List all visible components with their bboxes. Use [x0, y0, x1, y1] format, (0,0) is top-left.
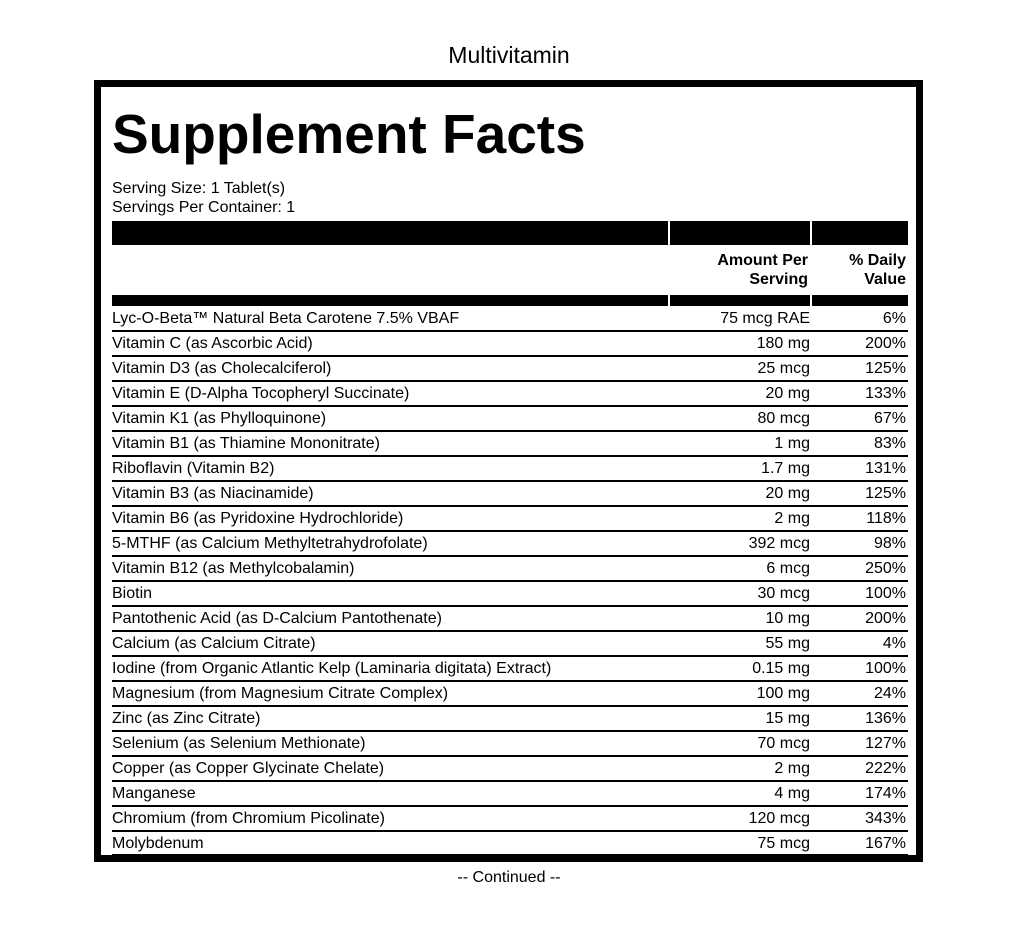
- nutrient-daily-value: 250%: [865, 560, 906, 577]
- nutrient-amount: 55 mg: [765, 635, 810, 652]
- nutrient-name: Vitamin C (as Ascorbic Acid): [112, 335, 313, 352]
- nutrient-name: Lyc-O-Beta™ Natural Beta Carotene 7.5% VBAF: [112, 310, 460, 327]
- nutrient-amount: 120 mcg: [748, 810, 810, 827]
- table-row: [112, 357, 908, 382]
- nutrient-daily-value: 118%: [866, 510, 906, 527]
- table-row: [112, 732, 908, 757]
- nutrient-name: 5-MTHF (as Calcium Methyltetrahydrofolate): [112, 535, 428, 552]
- nutrient-daily-value: 200%: [865, 610, 906, 627]
- nutrient-daily-value: 100%: [865, 585, 906, 602]
- nutrient-daily-value: 174%: [865, 785, 906, 802]
- table-row: [112, 657, 908, 682]
- nutrient-name: Vitamin E (D-Alpha Tocopheryl Succinate): [112, 385, 410, 402]
- nutrient-daily-value: 200%: [865, 335, 906, 352]
- nutrient-daily-value: 127%: [865, 735, 906, 752]
- table-row: [112, 432, 908, 457]
- nutrient-amount: 100 mg: [756, 685, 810, 702]
- nutrient-daily-value: 67%: [873, 410, 906, 427]
- table-row: [112, 757, 908, 782]
- nutrient-daily-value: 100%: [865, 660, 906, 677]
- nutrient-name: Vitamin B6 (as Pyridoxine Hydrochloride): [112, 510, 404, 527]
- table-row: [112, 557, 908, 582]
- nutrient-name: Calcium (as Calcium Citrate): [112, 635, 316, 652]
- nutrient-amount: 4 mg: [774, 785, 810, 802]
- nutrient-daily-value: 131%: [865, 460, 906, 477]
- nutrient-name: Vitamin B1 (as Thiamine Mononitrate): [112, 435, 380, 452]
- nutrient-amount: 30 mcg: [757, 585, 810, 602]
- nutrient-name: Zinc (as Zinc Citrate): [112, 710, 261, 727]
- nutrient-amount: 80 mcg: [757, 410, 810, 427]
- nutrient-amount: 180 mg: [756, 335, 810, 352]
- nutrient-name: Molybdenum: [112, 835, 204, 852]
- nutrient-amount: 1.7 mg: [761, 460, 810, 477]
- nutrient-name: Riboflavin (Vitamin B2): [112, 460, 275, 477]
- nutrient-daily-value: 98%: [873, 535, 906, 552]
- nutrient-daily-value: 133%: [865, 385, 906, 402]
- nutrient-daily-value: 125%: [865, 485, 906, 502]
- table-row: [112, 582, 908, 607]
- nutrient-daily-value: 343%: [865, 810, 906, 827]
- table-row: [112, 682, 908, 707]
- table-row: [112, 457, 908, 482]
- nutrient-amount: 6 mcg: [766, 560, 810, 577]
- serving-size: Serving Size: 1 Tablet(s): [112, 180, 286, 197]
- table-bottom-bar: [112, 854, 908, 858]
- table-row: [112, 607, 908, 632]
- nutrient-amount: 1 mg: [774, 435, 810, 452]
- nutrient-name: Manganese: [112, 785, 196, 802]
- nutrient-amount: 70 mcg: [757, 735, 810, 752]
- nutrient-daily-value: 83%: [873, 435, 906, 452]
- header-top-bar: [112, 221, 908, 245]
- nutrient-name: Vitamin B12 (as Methylcobalamin): [112, 560, 355, 577]
- nutrient-name: Vitamin B3 (as Niacinamide): [112, 485, 314, 502]
- table-row: [112, 532, 908, 557]
- table-row: [112, 807, 908, 832]
- table-row: [112, 382, 908, 407]
- table-row: [112, 707, 908, 732]
- product-name: Multivitamin: [448, 42, 570, 68]
- nutrient-name: Selenium (as Selenium Methionate): [112, 735, 366, 752]
- nutrient-name: Pantothenic Acid (as D-Calcium Pantothenate): [112, 610, 442, 627]
- table-row: [112, 782, 908, 807]
- nutrient-daily-value: 6%: [882, 310, 906, 327]
- continued-note: -- Continued --: [457, 869, 561, 886]
- nutrient-table: [112, 307, 908, 857]
- nutrient-amount: 20 mg: [765, 485, 810, 502]
- nutrient-daily-value: 136%: [865, 710, 906, 727]
- panel-title: Supplement Facts: [112, 103, 586, 165]
- nutrient-amount: 2 mg: [774, 760, 810, 777]
- nutrient-amount: 75 mcg: [757, 835, 810, 852]
- nutrient-amount: 392 mcg: [748, 535, 810, 552]
- table-row: [112, 332, 908, 357]
- column-divider-daily-value: [810, 221, 812, 306]
- nutrient-daily-value: 24%: [873, 685, 906, 702]
- nutrient-name: Iodine (from Organic Atlantic Kelp (Laminaria digitata) Extract): [112, 660, 552, 677]
- nutrient-amount: 0.15 mg: [752, 660, 810, 677]
- nutrient-name: Biotin: [112, 585, 153, 602]
- table-row: [112, 407, 908, 432]
- nutrient-daily-value: 222%: [865, 760, 906, 777]
- servings-per-container: Servings Per Container: 1: [112, 199, 296, 216]
- nutrient-daily-value: 167%: [865, 835, 906, 852]
- nutrient-daily-value: 4%: [882, 635, 906, 652]
- nutrient-name: Magnesium (from Magnesium Citrate Complex): [112, 685, 449, 702]
- nutrient-amount: 10 mg: [765, 610, 810, 627]
- nutrient-amount: 75 mcg RAE: [720, 310, 810, 327]
- supplement-facts-panel: [94, 80, 923, 862]
- nutrient-amount: 20 mg: [765, 385, 810, 402]
- nutrient-amount: 15 mg: [765, 710, 810, 727]
- nutrient-daily-value: 125%: [865, 360, 906, 377]
- header-bottom-bar: [112, 295, 908, 306]
- nutrient-name: Chromium (from Chromium Picolinate): [112, 810, 385, 827]
- table-row: [112, 482, 908, 507]
- nutrient-amount: 25 mcg: [757, 360, 810, 377]
- daily-value-header: % Daily Value: [849, 252, 906, 288]
- table-row: [112, 632, 908, 657]
- amount-per-serving-header: Amount Per Serving: [717, 252, 808, 288]
- nutrient-amount: 2 mg: [774, 510, 810, 527]
- nutrient-name: Copper (as Copper Glycinate Chelate): [112, 760, 385, 777]
- nutrient-name: Vitamin D3 (as Cholecalciferol): [112, 360, 332, 377]
- table-row: [112, 307, 908, 332]
- table-row: [112, 507, 908, 532]
- nutrient-name: Vitamin K1 (as Phylloquinone): [112, 410, 327, 427]
